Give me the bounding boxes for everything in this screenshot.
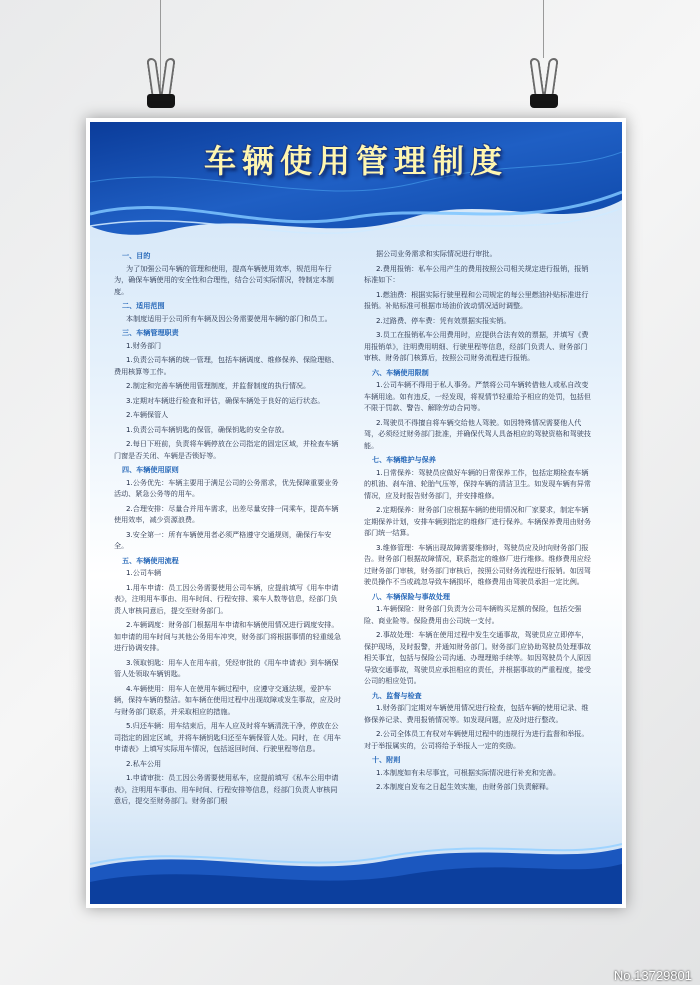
paragraph: 2.本制度自发布之日起生效实施，由财务部门负责解释。 (376, 782, 554, 791)
paragraph: 5.归还车辆：用车结束后，用车人应及时将车辆清洗干净，停放在公司指定的固定区域，并将车辆钥匙归还至车辆保管人处。同时，在《用车申请表》上填写实际用车情况，包括返回时间、行驶里程等信息。 (114, 721, 341, 753)
paragraph: 本制度适用于公司所有车辆及因公务需要使用车辆的部门和员工。 (126, 313, 332, 323)
paragraph: 1.申请审批：员工因公务需要使用私车，应提前填写《私车公用申请表》，注明用车事由、用车时间、行程安排等信息，经部门负责人审核同意后，提交至财务部门。财务部门根 (114, 773, 339, 805)
paragraph: 1.车辆保险：财务部门负责为公司车辆购买足额的保险，包括交强险、商业险等。保险费用由公司统一支付。 (364, 604, 582, 625)
right-column (364, 248, 594, 796)
hanging-wire-left (160, 0, 161, 92)
section-heading: 六、车辆使用限制 (372, 367, 429, 377)
paragraph: 4.车辆使用：用车人在使用车辆过程中，应遵守交通法规，爱护车辆，保持车辆的整洁。如车辆在使用过程中出现故障或发生事故，应及时与财务部门联系，并采取相应的措施。 (114, 683, 341, 716)
paragraph: 3.安全第一：所有车辆使用者必须严格遵守交通规则，确保行车安全。 (114, 529, 332, 550)
section-heading: 一、目的 (122, 251, 151, 260)
paragraph: 2.车辆调度：财务部门根据用车申请和车辆使用情况进行调度安排。如申请的用车时间与其他公务用车冲突，财务部门将根据事情的轻重缓急进行协调安排。 (114, 620, 341, 652)
paragraph: 1.公司车辆不得用于私人事务。严禁将公司车辆转借他人或私自改变车辆用途。如有违反，一经发现，将视情节轻重给予相应的处罚，包括但不限于罚款、警告、解除劳动合同等。 (364, 380, 591, 412)
section-heading: 九、监督与检查 (372, 690, 422, 700)
binder-clip-right (527, 84, 561, 108)
paragraph: 2.费用报销：私车公用产生的费用按照公司相关规定进行报销，报销标准如下： (364, 263, 589, 284)
section-heading: 三、车辆管理职责 (122, 328, 179, 337)
left-column (114, 248, 344, 810)
paragraph: 1.公司车辆 (126, 568, 162, 577)
hanging-wire-right (543, 0, 544, 58)
section-heading: 八、车辆保险与事故处理 (372, 591, 451, 601)
section-heading: 十、附则 (372, 755, 401, 764)
image-id-label: No.13729801 (613, 968, 692, 983)
paragraph: 为了加强公司车辆的管理和使用，提高车辆使用效率，规范用车行为，确保车辆使用的安全性和合理性，结合公司实际情况，特制定本制度。 (114, 263, 334, 296)
paragraph: 1.财务部门定期对车辆使用情况进行检查，包括车辆的使用记录、维修保养记录、费用报销情况等。如发现问题，应及时进行整改。 (364, 703, 589, 724)
poster-body (90, 122, 622, 904)
paragraph: 2.事故处理：车辆在使用过程中发生交通事故，驾驶员应立即停车，保护现场，及时报警，并通知财务部门。财务部门应协助驾驶员处理事故相关事宜，包括与保险公司沟通、办理理赔手续等。如因驾驶员个人原因导致交通事故，驾驶员应承担相应的责任，并根据事故的严重程度，接受公司的相应处罚。 (364, 630, 591, 685)
section-heading: 五、车辆使用流程 (122, 555, 179, 565)
paragraph: 3.员工在报销私车公用费用时，应提供合法有效的票据，并填写《费用报销单》，注明费用明细、行驶里程等信息，经部门负责人、财务部门审核、财务部门核算后，按照公司财务流程进行报销。 (364, 330, 589, 362)
binder-clip-left (144, 84, 178, 108)
section-heading: 四、车辆使用原则 (122, 465, 179, 474)
paragraph: 1.负责公司车辆的统一管理，包括车辆调度、维修保养、保险理赔、费用核算等工作。 (114, 355, 339, 376)
paragraph: 3.定期对车辆进行检查和评估，确保车辆处于良好的运行状态。 (126, 395, 325, 405)
paragraph: 1.用车申请：员工因公务需要使用公司车辆，应提前填写《用车申请表》，注明用车事由、用车时间、行程安排、乘车人数等信息，经部门负责人审核同意后，提交至财务部门。 (114, 582, 339, 615)
paragraph: 2.每日下班前，负责将车辆停放在公司指定的固定区域，并检查车辆门窗是否关闭、车辆是否锁好等。 (114, 439, 339, 460)
paragraph: 3.领取钥匙：用车人在用车前，凭经审批的《用车申请表》到车辆保管人处领取车辆钥匙。 (114, 657, 339, 678)
paragraph: 2.车辆保管人 (126, 410, 169, 419)
paragraph: 2.制定和完善车辆使用管理制度，并监督制度的执行情况。 (126, 381, 311, 390)
content-columns (114, 248, 600, 838)
paragraph: 1.财务部门 (126, 340, 162, 350)
paragraph: 3.维修管理：车辆出现故障需要维修时，驾驶员应及时向财务部门报告。财务部门根据故障情况，联系指定的维修厂进行维修。维修费用应经过财务部门审核，财务部门审核后，按照公司财务流程进行报销。如因驾驶员操作不当或疏忽导致车辆损坏，维修费用由驾驶员承担一定比例。 (364, 542, 591, 586)
section-heading: 七、车辆维护与保养 (372, 455, 436, 464)
paragraph: 2.驾驶员不得擅自将车辆交给他人驾驶。如因特殊情况需要他人代驾，必须经过财务部门批准，并确保代驾人具备相应的驾驶资格和驾驶技能。 (364, 417, 591, 450)
page-title: 车辆使用管理制度 (203, 142, 508, 180)
paragraph: 1.本制度如有未尽事宜，可根据实际情况进行补充和完善。 (376, 767, 561, 777)
footer-wave-graphic (90, 834, 622, 904)
paragraph: 2.定期保养：财务部门应根据车辆的使用情况和厂家要求，制定车辆定期保养计划，安排车辆到指定的维修厂进行保养。车辆保养费用由财务部门统一结算。 (364, 505, 591, 537)
paragraph: 2.过路费、停车费：凭有效票据实报实销。 (376, 315, 511, 325)
paragraph: 2.私车公用 (126, 758, 162, 768)
paragraph: 2.合理安排：尽量合并用车需求，出差尽量安排一同乘车，提高车辆使用效率，减少资源浪费。 (114, 503, 339, 524)
section-heading: 二、适用范围 (122, 301, 165, 310)
paragraph: 1.公务优先：车辆主要用于满足公司的公务需求，优先保障重要业务活动、紧急公务等的用车。 (114, 477, 339, 498)
paragraph: 据公司业务需求和实际情况进行审批。 (376, 249, 497, 258)
paragraph: 1.负责公司车辆钥匙的保管，确保钥匙的安全存放。 (126, 424, 289, 434)
paragraph: 1.日常保养：驾驶员应做好车辆的日常保养工作，包括定期检查车辆的机油、刹车油、轮胎气压等，保持车辆的清洁卫生。如发现车辆有异常情况，应及时报告财务部门，并安排维修。 (364, 467, 591, 500)
poster (86, 118, 626, 908)
paragraph: 2.公司全体员工有权对车辆使用过程中的违规行为进行监督和举报。对于举报属实的，公司将给予举报人一定的奖励。 (364, 729, 589, 750)
paragraph: 1.燃油费：根据实际行驶里程和公司规定的每公里燃油补贴标准进行报销。补贴标准可根据市场油价波动情况适时调整。 (364, 289, 589, 310)
